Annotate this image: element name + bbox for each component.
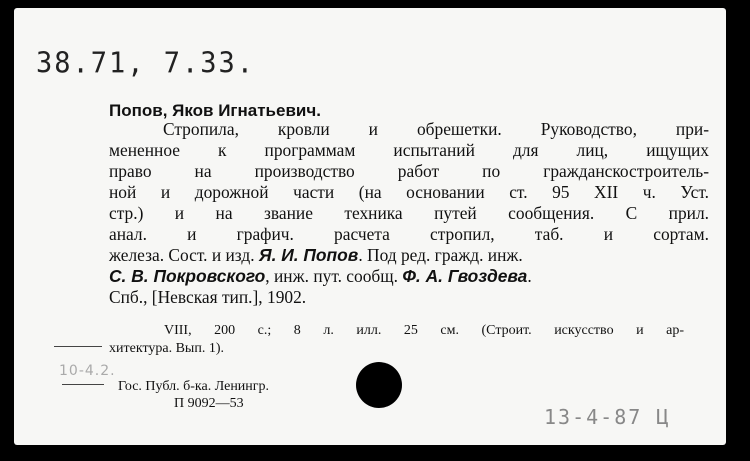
punch-hole — [356, 362, 402, 408]
desc-line-2: мененное к программам испытаний для лиц, ищущих — [109, 140, 709, 160]
collation-line-2: хитектура. Вып. 1). — [109, 341, 224, 356]
library-stamp — [118, 378, 269, 412]
collation-line-1: VIII, 200 с.; 8 л. илл. 25 см. (Строит. искусство и ар- — [164, 323, 684, 338]
desc-line-8 — [109, 266, 709, 287]
desc-line-9: Спб., [Невская тип.], 1902. — [109, 287, 307, 307]
catalog-card — [14, 8, 726, 445]
desc-line-4: ной и дорожной части (на основании ст. 95 XII ч. Уст. — [109, 182, 709, 202]
desc-line-6: анал. и графич. расчета стропил, таб. и сортам. — [109, 224, 709, 244]
description — [109, 119, 709, 308]
desc-line-7-c: . Под ред. гражд. инж. — [358, 245, 523, 265]
author-heading: Попов, Яков Игнатьевич. — [109, 101, 321, 120]
compiler-name: Я. И. Попов — [258, 245, 359, 265]
pencil-note-right: 13-4-87 Ц — [544, 405, 671, 429]
shelfmark: 38.71, 7.33. — [36, 47, 256, 80]
desc-line-1: Стропила, кровли и обрешетки. Руководство, при- — [163, 119, 709, 139]
desc-line-8-d: . — [527, 266, 532, 286]
pencil-dash-1 — [54, 346, 102, 347]
pencil-dash-2 — [62, 384, 104, 385]
desc-line-3: право на производство работ по гражданскостроитель- — [109, 161, 709, 181]
library-name: Гос. Публ. б-ка. Ленингр. — [118, 379, 270, 394]
editor-name-2: Ф. А. Гвоздева — [402, 266, 528, 286]
collation — [109, 322, 684, 358]
desc-line-5: стр.) и на звание техника путей сообщения. С прил. — [109, 203, 709, 223]
desc-line-7-a: железа. Сост. и изд. — [109, 245, 259, 265]
desc-line-8-b: , инж. пут. сообщ. — [265, 266, 403, 286]
desc-line-7 — [109, 245, 709, 266]
pencil-note-left: 10-4.2. — [59, 363, 116, 379]
editor-name-1: С. В. Покровского — [109, 266, 266, 286]
library-number: П 9092—53 — [174, 396, 244, 411]
